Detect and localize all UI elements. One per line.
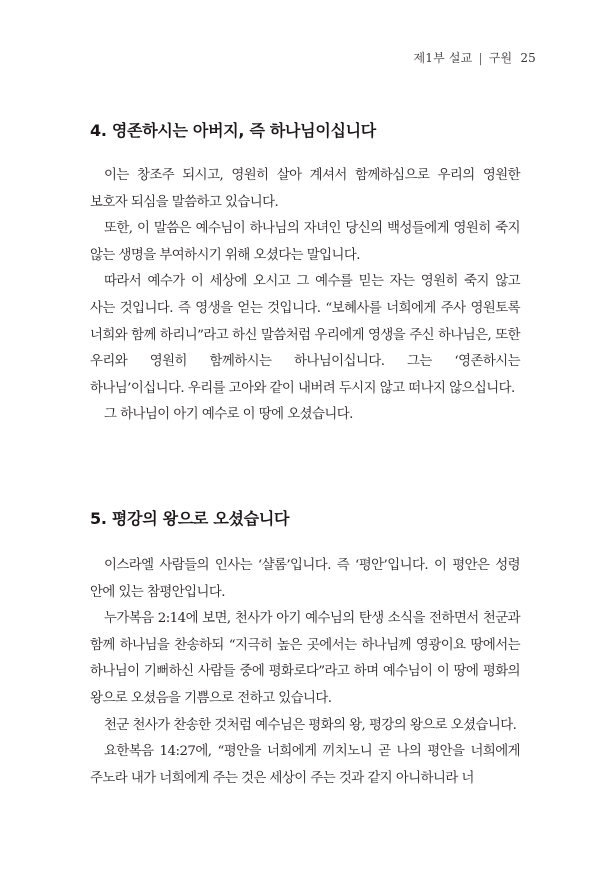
section-heading-4: 4. 영존하시는 아버지, 즉 하나님이십니다: [90, 121, 376, 140]
section-body-4: [90, 163, 520, 429]
running-header: [413, 49, 536, 66]
header-chapter: 구원: [488, 51, 513, 65]
header-separator: |: [478, 51, 483, 65]
header-part: 제1부 설교: [413, 51, 473, 65]
paragraph: 따라서 예수가 이 세상에 오시고 그 예수를 믿는 자는 영원히 죽지 않고 사는 것입니다. 즉 영생을 얻는 것입니다. “보혜사를 너희에게 주사 영원토록 너희와 함께 하리니”라고 하신 말씀처럼 우리에게 영생을 주신 하나님은, 또한 우리와 영원히 함께하시는 하나님이십니다. 그는 ‘영존하시는 하나님’이십니다. 우리를 고아와 같이 내버려 두시지 않고 떠나지 않으십니다.: [90, 274, 520, 396]
paragraph: 이는 창조주 되시고, 영원히 살아 계셔서 함께하심으로 우리의 영원한 보호자 되심을 말씀하고 있습니다.: [90, 168, 520, 210]
section-body-5: [90, 553, 520, 792]
page-number: 25: [520, 51, 536, 65]
paragraph: 천군 천사가 찬송한 것처럼 예수님은 평화의 왕, 평강의 왕으로 오셨습니다.: [104, 717, 517, 733]
paragraph: 이스라엘 사람들의 인사는 ‘샬롬’입니다. 즉 ‘평안’입니다. 이 평안은 성령 안에 있는 참평안입니다.: [90, 558, 520, 600]
paragraph: 또한, 이 말씀은 예수님이 하나님의 자녀인 당신의 백성들에게 영원히 죽지 않는 생명을 부여하시기 위해 오셨다는 말입니다.: [90, 221, 520, 263]
paragraph: 누가복음 2:14에 보면, 천사가 아기 예수님의 탄생 소식을 전하면서 천군과 함께 하나님을 찬송하되 “지극히 높은 곳에서는 하나님께 영광이요 땅에서는 하나님이 기뻐하신 사람들 중에 평화로다”라고 하며 예수님이 이 땅에 평화의 왕으로 오셨음을 기쁨으로 전하고 있습니다.: [90, 611, 520, 706]
paragraph: 그 하나님이 아기 예수로 이 땅에 오셨습니다.: [104, 407, 353, 423]
paragraph: 요한복음 14:27에, “평안을 너희에게 끼치노니 곧 나의 평안을 너희에게 주노라 내가 너희에게 주는 것은 세상이 주는 것과 같지 아니하니라 너: [90, 744, 520, 786]
section-heading-5: 5. 평강의 왕으로 오셨습니다: [90, 509, 290, 528]
